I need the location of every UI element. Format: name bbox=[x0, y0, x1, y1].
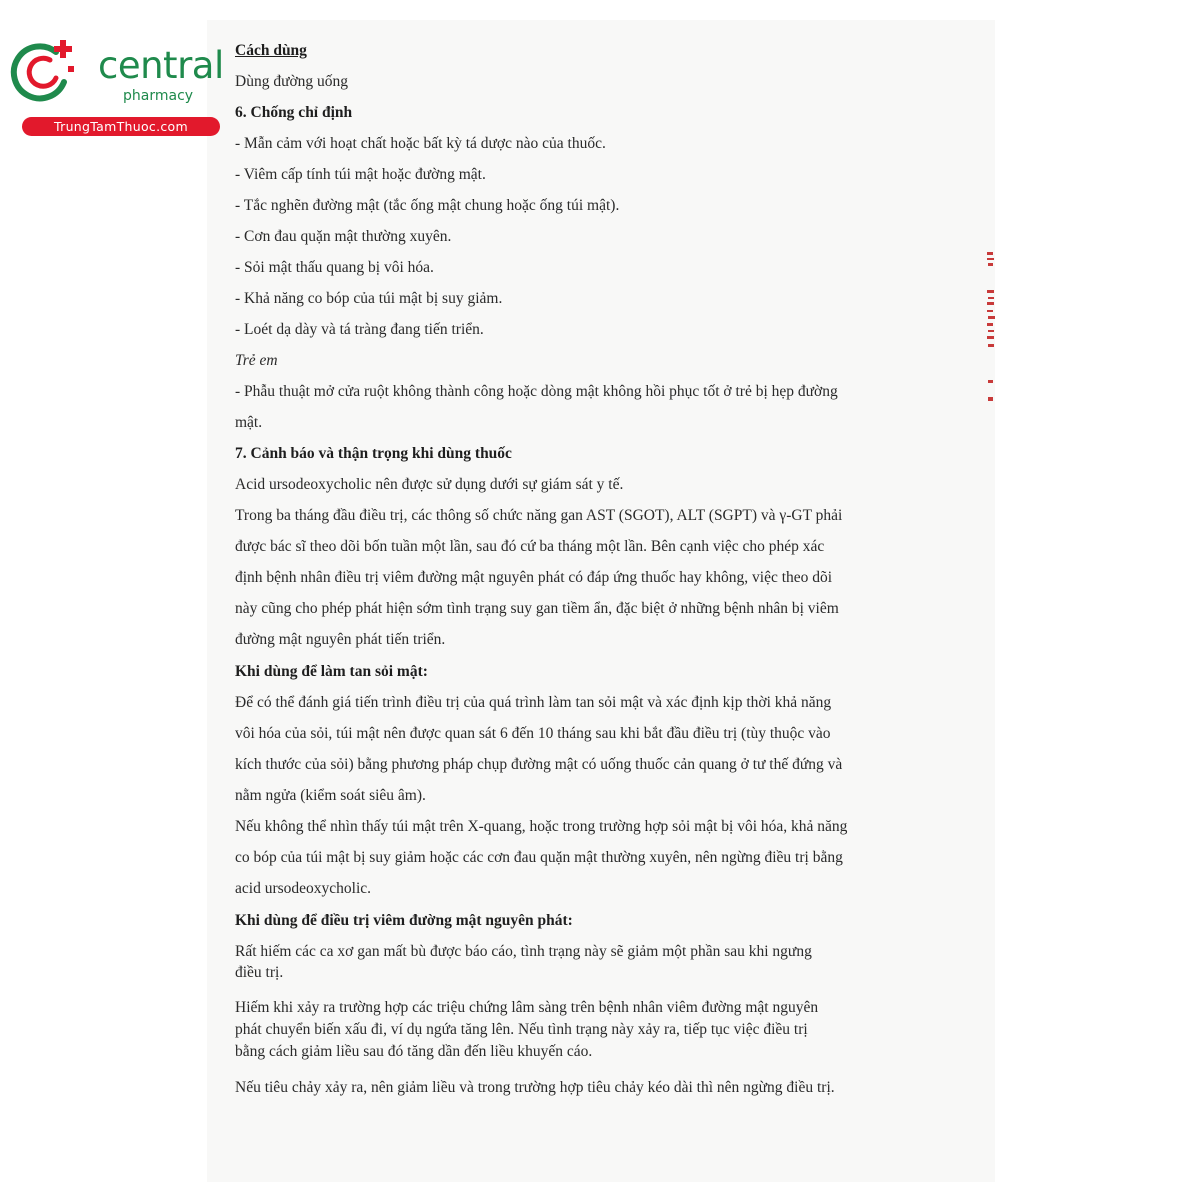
central-pharmacy-logo[interactable] bbox=[10, 38, 224, 138]
list-item: - Khả năng co bóp của túi mật bị suy giảm. bbox=[235, 290, 503, 307]
text-line: Hiếm khi xảy ra trường hợp các triệu chứng lâm sàng trên bệnh nhân viêm đường mật nguyên bbox=[235, 999, 819, 1016]
list-item: - Cơn đau quặn mật thường xuyên. bbox=[235, 228, 452, 245]
text-line: điều trị. bbox=[235, 964, 284, 981]
subheading-children: Trẻ em bbox=[235, 352, 278, 369]
text-line: Rất hiếm các ca xơ gan mất bù được báo cáo, tình trạng này sẽ giảm một phần sau khi ngưng bbox=[235, 943, 812, 960]
subsection-heading: Khi dùng để điều trị viêm đường mật nguyên phát: bbox=[235, 912, 573, 929]
red-stamp-mark bbox=[984, 250, 998, 410]
text-line: đường mật nguyên phát tiến triển. bbox=[235, 631, 446, 648]
subsection-heading: Khi dùng để làm tan sỏi mật: bbox=[235, 663, 428, 680]
text-line: phát chuyển biến xấu đi, ví dụ ngứa tăng lên. Nếu tình trạng này xảy ra, tiếp tục việc điều trị bbox=[235, 1021, 808, 1038]
text-line: nằm ngửa (kiểm soát siêu âm). bbox=[235, 787, 426, 804]
list-item: - Viêm cấp tính túi mật hoặc đường mật. bbox=[235, 166, 486, 183]
text-line: bằng cách giảm liều sau đó tăng dần đến liều khuyến cáo. bbox=[235, 1043, 593, 1060]
text-line: được bác sĩ theo dõi bốn tuần một lần, sau đó cứ ba tháng một lần. Bên cạnh việc cho phép xác bbox=[235, 538, 825, 555]
text-line: acid ursodeoxycholic. bbox=[235, 880, 372, 897]
text-line: Nếu không thể nhìn thấy túi mật trên X-quang, hoặc trong trường hợp sỏi mật bị vôi hóa, khả năng bbox=[235, 818, 848, 835]
text-line: vôi hóa của sỏi, túi mật nên được quan sát 6 đến 10 tháng sau khi bắt đầu điều trị (tùy thuộc vào bbox=[235, 725, 831, 742]
list-item: - Phẫu thuật mở cửa ruột không thành công hoặc dòng mật không hồi phục tốt ở trẻ bị hẹp đường bbox=[235, 383, 838, 400]
section-heading: 7. Cảnh báo và thận trọng khi dùng thuốc bbox=[235, 445, 512, 462]
text-line: kích thước của sỏi) bằng phương pháp chụp đường mật có uống thuốc cản quang ở tư thế đứng và bbox=[235, 756, 843, 773]
text-line: Để có thể đánh giá tiến trình điều trị của quá trình làm tan sỏi mật và xác định kịp thời khả năng bbox=[235, 694, 832, 711]
pharmacy-cross-logo-icon bbox=[10, 38, 82, 104]
text-line: Dùng đường uống bbox=[235, 73, 349, 90]
text-line: Nếu tiêu chảy xảy ra, nên giảm liều và trong trường hợp tiêu chảy kéo dài thì nên ngừng điều trị. bbox=[235, 1079, 835, 1096]
list-item: - Sỏi mật thấu quang bị vôi hóa. bbox=[235, 259, 434, 276]
list-item: - Loét dạ dày và tá tràng đang tiến triển. bbox=[235, 321, 484, 338]
text-line: mật. bbox=[235, 414, 263, 431]
text-line: này cũng cho phép phát hiện sớm tình trạng suy gan tiềm ẩn, đặc biệt ở những bệnh nhân bị viêm bbox=[235, 600, 839, 617]
section-heading: 6. Chống chỉ định bbox=[235, 104, 353, 121]
text-line: co bóp của túi mật bị suy giảm hoặc các cơn đau quặn mật thường xuyên, nên ngừng điều trị bằng bbox=[235, 849, 843, 866]
brand-subtitle: pharmacy bbox=[123, 88, 194, 104]
text-line: định bệnh nhân điều trị viêm đường mật nguyên phát có đáp ứng thuốc hay không, việc theo dõi bbox=[235, 569, 833, 586]
brand-url-badge[interactable]: TrungTamThuoc.com bbox=[22, 117, 220, 136]
text-line: Acid ursodeoxycholic nên được sử dụng dưới sự giám sát y tế. bbox=[235, 476, 624, 493]
heading-usage: Cách dùng bbox=[235, 42, 307, 59]
list-item: - Mẫn cảm với hoạt chất hoặc bất kỳ tá dược nào của thuốc. bbox=[235, 135, 606, 152]
text-line: Trong ba tháng đầu điều trị, các thông số chức năng gan AST (SGOT), ALT (SGPT) và γ-GT phải bbox=[235, 507, 843, 524]
list-item: - Tắc nghẽn đường mật (tắc ống mật chung hoặc ống túi mật). bbox=[235, 197, 620, 214]
brand-name: central bbox=[98, 44, 224, 87]
